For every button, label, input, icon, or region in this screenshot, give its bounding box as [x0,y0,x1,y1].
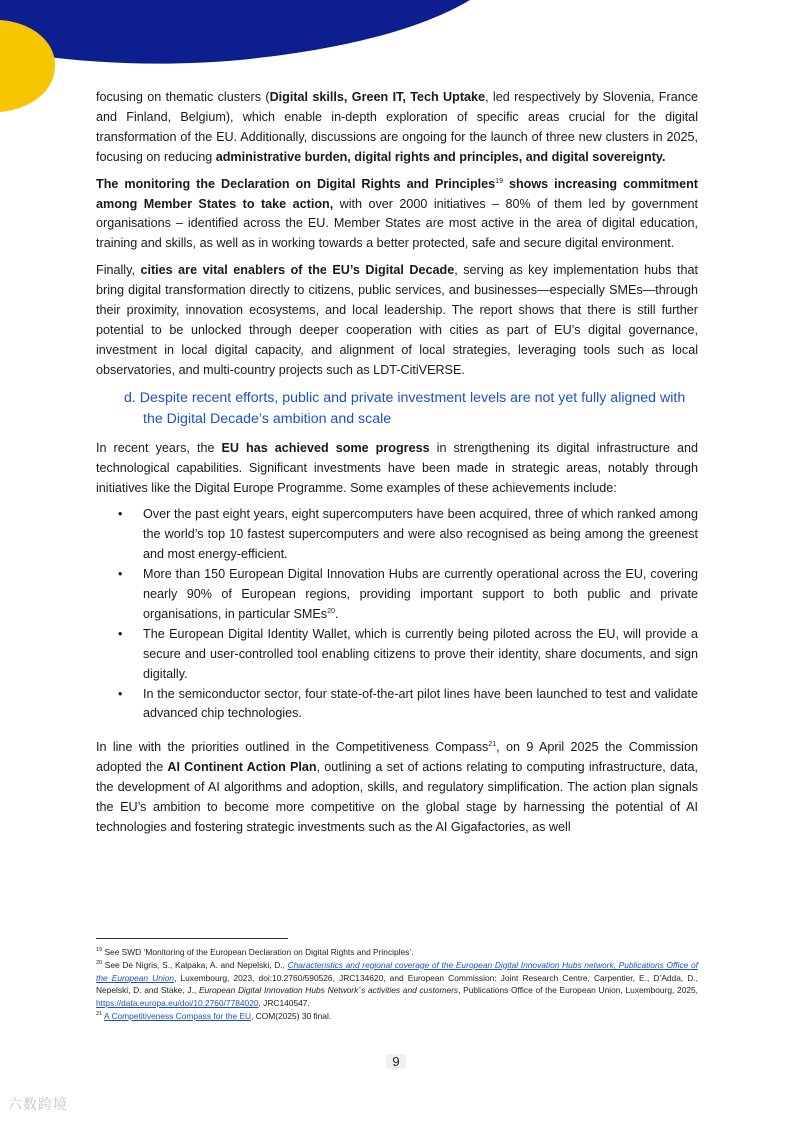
link-competitiveness-compass[interactable]: A Competitiveness Compass for the EU [104,1010,252,1021]
footnote-separator [96,938,288,939]
paragraph-ai-continent: In line with the priorities outlined in the Competitiveness Compass$^{21}$, on 9 April 2025 the Commission adopted the AI Continent Action Plan, outlining a set of actions relating to computing infrastructure, data, the development of AI algorithms and adoption, skills, and regulatory simplification. The action plan signals the EU’s ambition to become more competitive on the global stage by harnessing the potential of AI technologies and fostering strategic investments such as the AI Gigafactories, as well [96,740,699,834]
footnote-21: $^{21}$ A Competitiveness Compass for the EU, COM(2025) 30 final. [96,1010,332,1021]
footnote-ref-20: 20 [327,607,335,615]
watermark: 六数跨境 [8,1097,68,1113]
list-item: • More than 150 European Digital Innovation Hubs are currently operational across the EU, covering nearly 90% of European regions, providing important support to both public and private organisations, in particular SMEs$^{20}$. [96,565,698,625]
link-doi[interactable]: https://data.europa.eu/doi/10.2760/7784020 [96,998,259,1009]
navy-swoosh [0,0,470,64]
achievements-list [96,505,698,724]
footnote-ref-19: 19 [495,177,503,185]
footnote-ref-21: 21 [488,741,497,749]
paragraph-declaration: The monitoring the Declaration on Digital Rights and Principles$^{19}$ shows increasing commitment among Member States to take action, with over 2000 initiatives – 80% of them led by government organisations – identified across the EU. Member States are most active in the area of digital education, training and skills, as well as in working towards a better protected, safe and secure digital environment. [96,176,698,251]
link-dih-report[interactable]: Characteristics and regional coverage of the European Digital Innovation Hubs network, Publications Office of the European Union [96,959,698,983]
paragraph-clusters: focusing on thematic clusters (Digital skills, Green IT, Tech Uptake, led respectively by Slovenia, France and Finland, Belgium), which enable in-depth exploration of specific areas crucial for the digital transformation of the EU. Additionally, discussions are ongoing for the launch of three new clusters in 2025, focusing on reducing administrative burden, digital rights and principles, and digital sovereignty. [96,90,699,164]
list-item: • Over the past eight years, eight supercomputers have been acquired, three of which ranked among the world’s top 10 fastest supercomputers and were also recognised as being among the greenest and most energy-efficient. [96,505,698,565]
main-content [96,88,698,845]
footnote-20: $^{20}$ See De Nigris, S., Kalpaka, A. and Nepelski, D., Characteristics and regional coverage of the European Digital Innovation Hubs network, Publications Office of the European Union, Luxembourg, 2023, doi:10.2760/590526, JRC134620, and European Commission: Joint Research Centre, Carpentier, E., D’Adda, D., Nepelski, D. and Stake, J., European Digital Innovation Hubs Network´s activities and customers, Publications Office of the European Union, Luxembourg, 2025, https://data.europa.eu/doi/10.2760/7784020, JRC140547. [96,959,699,1009]
list-item: • The European Digital Identity Wallet, which is currently being piloted across the EU, will provide a secure and user-controlled tool enabling citizens to prove their identity, share documents, and sign digitally. [96,625,698,685]
paragraph-progress: In recent years, the EU has achieved some progress in strengthening its digital infrastructure and technological capabilities. Significant investments have been made in strategic areas, notably through initiatives like the Digital Europe Programme. Some examples of these achievements include: [96,440,698,495]
page-number: 9 [386,1054,406,1069]
footnote-19: $^{19}$ See SWD ‘Monitoring of the European Declaration on Digital Rights and Principles’. [96,947,414,957]
list-item: • In the semiconductor sector, four state-of-the-art pilot lines have been launched to test and validate advanced chip technologies. [96,685,698,725]
footnotes [96,946,698,1023]
paragraph-cities: Finally, cities are vital enablers of the EU’s Digital Decade, serving as key implementation hubs that bring digital transformation directly to citizens, public services, and businesses—especially SMEs—through their proximity, innovation ecosystems, and local leadership. The report shows that there is still further potential to be unlocked through deeper cooperation with cities as part of EU’s digital governance, investment in local digital capacity, and alignment of local strategies, leveraging tools such as local observatories, and multi-country projects such as LDT-CitiVERSE. [96,263,698,377]
section-heading: d. Despite recent efforts, public and private investment levels are not yet fully aligned with the Digital Decade’s ambition and scale [124,389,686,427]
